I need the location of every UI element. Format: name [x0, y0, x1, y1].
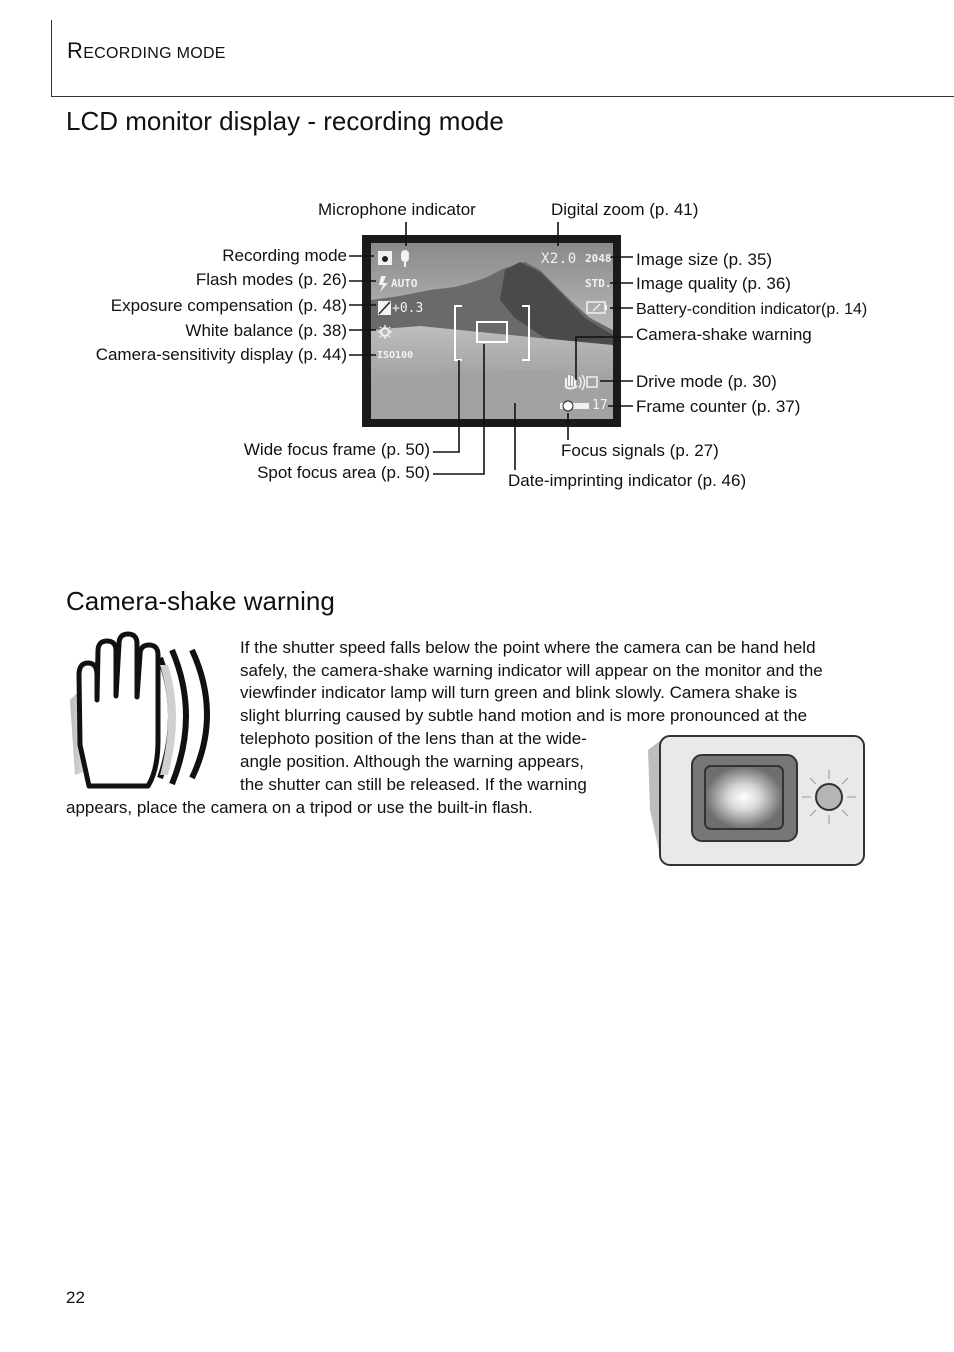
label-digital-zoom: Digital zoom (p. 41) [551, 200, 699, 219]
label-image-quality: Image quality (p. 36) [636, 274, 791, 293]
lcd-exposure-value: +0.3 [392, 301, 424, 316]
label-microphone-indicator: Microphone indicator [318, 200, 476, 219]
lcd-frame-counter: 17 [592, 398, 608, 413]
label-camera-shake-warning: Camera-shake warning [636, 325, 812, 344]
label-battery-condition: Battery-condition indicator(p. 14) [636, 301, 868, 318]
label-exposure-compensation: Exposure compensation (p. 48) [110, 296, 347, 315]
label-camera-sensitivity: Camera-sensitivity display (p. 44) [95, 345, 347, 364]
paragraph-line: viewfinder indicator lamp will turn green and blink slowly. Camera shake is [240, 683, 798, 702]
section-title-camera-shake: Camera-shake warning [66, 586, 335, 616]
paragraph-line: telephoto position of the lens than at the wide- [240, 729, 587, 748]
lcd-iso: ISO100 [377, 350, 414, 361]
paragraph-line: appears, place the camera on a tripod or use the built-in flash. [66, 798, 533, 817]
paragraph-line: If the shutter speed falls below the point where the camera can be hand held [240, 638, 816, 657]
paragraph-line: slight blurring caused by subtle hand motion and is more pronounced at the [240, 706, 808, 725]
label-frame-counter: Frame counter (p. 37) [636, 397, 801, 416]
lcd-image-quality: STD. [585, 277, 612, 290]
viewfinder-illustration [648, 736, 864, 865]
paragraph-line: safely, the camera-shake warning indicator will appear on the monitor and the [240, 661, 823, 680]
paragraph-line: angle position. Although the warning appears, [240, 752, 585, 771]
page-number: 22 [66, 1288, 85, 1307]
label-image-size: Image size (p. 35) [636, 250, 773, 269]
lcd-image-size: 2048 [585, 252, 612, 265]
label-drive-mode: Drive mode (p. 30) [636, 372, 777, 391]
lcd-zoom-readout: X2.0 [541, 251, 577, 267]
hand-shake-illustration [70, 634, 207, 786]
label-focus-signals: Focus signals (p. 27) [561, 441, 719, 460]
paragraph-line: the shutter can still be released. If the warning [240, 775, 587, 794]
lcd-flash-mode: AUTO [391, 277, 418, 290]
label-flash-modes: Flash modes (p. 26) [195, 270, 347, 289]
section-header: RECORDING MODE [67, 38, 226, 63]
label-white-balance: White balance (p. 38) [185, 321, 347, 340]
page-title: LCD monitor display - recording mode [66, 106, 504, 136]
label-recording-mode: Recording mode [222, 246, 347, 265]
label-wide-focus-frame: Wide focus frame (p. 50) [243, 440, 430, 459]
label-spot-focus-area: Spot focus area (p. 50) [257, 463, 430, 482]
label-date-imprinting: Date-imprinting indicator (p. 46) [508, 471, 747, 490]
